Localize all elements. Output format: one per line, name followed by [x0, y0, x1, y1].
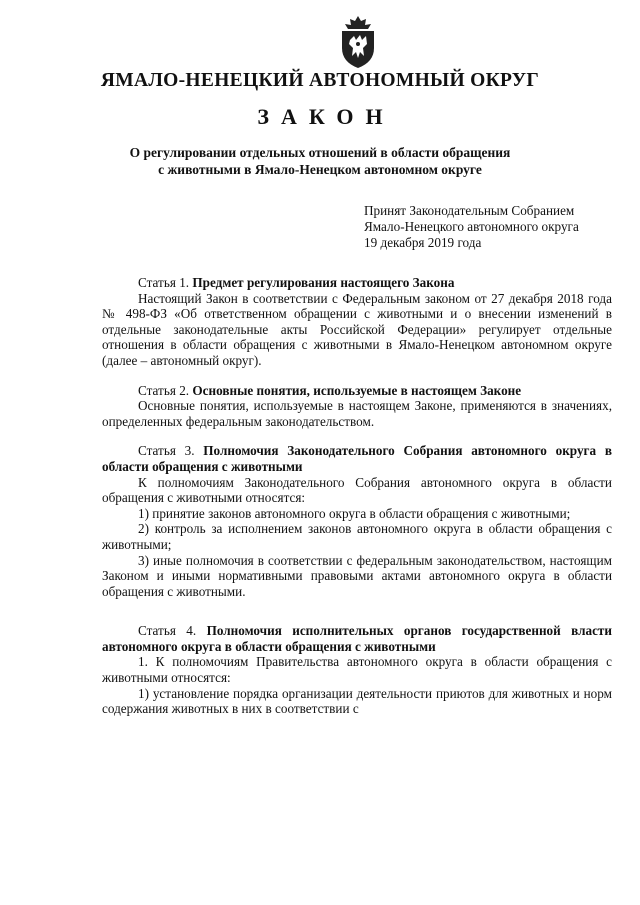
adoption-line-1: Принят Законодательным Собранием — [364, 203, 575, 218]
adoption-line-2: Ямало-Ненецкого автономного округа — [364, 219, 579, 234]
adoption-block — [364, 203, 624, 251]
region-title: ЯМАЛО-НЕНЕЦКИЙ АВТОНОМНЫЙ ОКРУГ — [100, 70, 540, 91]
article-1-heading — [102, 275, 612, 291]
article-3-item-1: 1) принятие законов автономного округа в области обращения с животными; — [138, 505, 571, 521]
article-label: Статья 3. — [138, 443, 195, 459]
adoption-date: 19 декабря 2019 года — [364, 235, 482, 250]
article-4-item-1: 1) установление порядка организации деятельности приютов для животных и норм содержания животных в них в соответствии с — [102, 685, 612, 717]
article-label: Статья 4. — [138, 623, 197, 639]
article-label: Статья 1. — [138, 275, 190, 290]
article-3-item-2: 2) контроль за исполнением законов автономного округа в области обращения с животными; — [102, 521, 612, 552]
law-subject — [0, 144, 640, 178]
article-title: Предмет регулирования настоящего Закона — [192, 275, 455, 290]
article-title: Полномочия Законодательного Собрания автономного округа в области обращения с животными — [102, 443, 613, 474]
law-body — [102, 275, 612, 717]
document-type: ЗАКОН — [257, 104, 395, 129]
article-title: Полномочия исполнительных органов государственной власти автономного округа в области обращения с животными — [102, 623, 612, 654]
article-3-paragraph: К полномочиям Законодательного Собрания автономного округа в области обращения с животными относятся: — [102, 474, 612, 506]
article-4-paragraph: 1. К полномочиям Правительства автономного округа в области обращения с животными относятся: — [102, 654, 612, 686]
article-2-paragraph: Основные понятия, используемые в настоящем Законе, применяются в значениях, определенных федеральным законодательством. — [102, 398, 612, 429]
article-label: Статья 2. — [138, 382, 190, 398]
article-title: Основные понятия, используемые в настоящем Законе — [192, 382, 522, 398]
article-4-heading — [102, 623, 612, 654]
subject-line-2: с животными в Ямало-Ненецком автономном округе — [158, 162, 482, 177]
coat-of-arms-icon — [336, 14, 380, 70]
article-3-item-3: 3) иные полномочия в соответствии с федеральным законодательством, настоящим Законом и иными нормативными правовыми актами автономного округа в области обращения с животными. — [102, 552, 612, 599]
article-2-heading — [102, 383, 612, 399]
article-1-paragraph: Настоящий Закон в соответствии с Федеральным законом от 27 декабря 2018 года № 498-ФЗ «Об ответственном обращении с животными и о внесении изменений в отдельные законодательные акты Российской Федерации» регулирует отдельные отношения в области обращения с животными в Ямало-Ненецком автономном округе (далее – автономный округ). — [102, 290, 612, 368]
article-3-heading — [102, 443, 612, 474]
subject-line-1: О регулировании отдельных отношений в области обращения — [129, 145, 511, 160]
